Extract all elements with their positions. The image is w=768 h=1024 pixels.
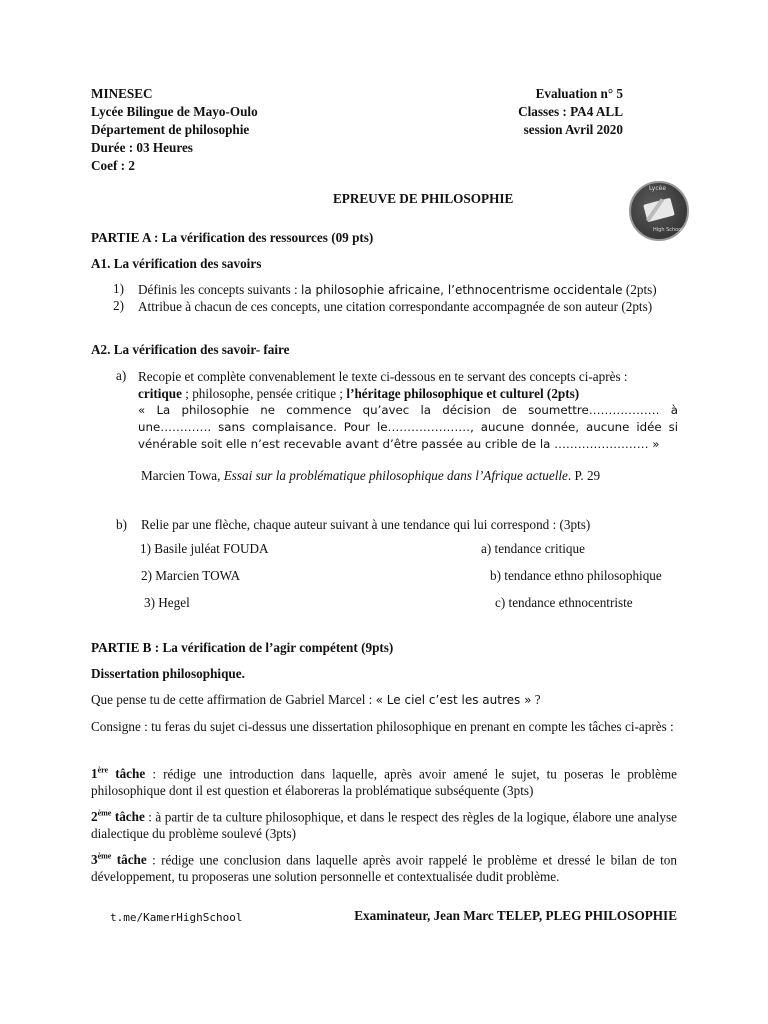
a1-item1-number: 1): [113, 281, 124, 296]
citation-author: Marcien Towa,: [141, 468, 224, 483]
header-left: [91, 85, 258, 175]
a1-item2: Attribue à chacun de ces concepts, une citation correspondante accompagnée de son auteur (2pts): [138, 299, 653, 314]
a1-item1: [138, 281, 678, 299]
classes: Classes : PA4 ALL: [518, 104, 623, 119]
task-3-label: 3ème tâche: [91, 852, 147, 868]
department: Département de philosophie: [91, 122, 250, 137]
task-1: [91, 762, 677, 799]
examiner: Examinateur, Jean Marc TELEP, PLEG PHILOSOPHIE: [354, 908, 677, 923]
task-3: [91, 848, 677, 885]
a2-b-number: b): [116, 517, 127, 532]
task-3-text: : rédige une conclusion dans laquelle après avoir rappelé le problème et dressé le bilan de ton développement, tu proposeras une solution personnelle et contextualisée dudit problème.: [91, 852, 677, 885]
task-2-text: : à partir de ta culture philosophique, et dans le respect des règles de la logique, élabore une analyse dialectique du problème soulevé (3pts): [91, 809, 677, 842]
concept-critique: critique: [138, 386, 182, 401]
partB-subheading: Dissertation philosophique.: [91, 666, 245, 681]
logo-top-text: Lycée: [649, 185, 667, 192]
a2-a-instruction: [138, 368, 678, 402]
evaluation-number: Evaluation n° 5: [535, 86, 623, 101]
a2-a-line1: Recopie et complète convenablement le texte ci-dessous en te servant des concepts ci-après :: [138, 369, 628, 384]
a1-item1-text: Définis les concepts suivants :: [138, 282, 301, 297]
citation: [141, 467, 641, 484]
a1-item2-number: 2): [113, 298, 124, 313]
school-name: Lycée Bilingue de Mayo-Oulo: [91, 104, 258, 119]
a1-item1-points: (2pts): [622, 282, 657, 297]
tendency-c: c) tendance ethnocentriste: [495, 595, 633, 610]
a2-a-concepts: ; philosophe, pensée critique ;: [181, 386, 347, 401]
page-title: EPREUVE DE PHILOSOPHIE: [333, 191, 514, 206]
question-mark: ?: [531, 692, 541, 707]
a2-heading: A2. La vérification des savoir- faire: [91, 342, 290, 357]
session: session Avril 2020: [523, 122, 623, 137]
task-1-text: : rédige une introduction dans laquelle, après avoir amené le sujet, tu poseras le problème philosophique dont il est question et élaboreras la problématique subséquente (3pts): [91, 766, 677, 799]
author-2: 2) Marcien TOWA: [141, 568, 241, 583]
a1-item1-concepts: la philosophie africaine, l’ethnocentrisme occidentale: [300, 283, 623, 297]
question-quote: « Le ciel c’est les autres »: [375, 693, 532, 707]
duration: Durée : 03 Heures: [91, 140, 193, 155]
task-1-label: 1ère tâche: [91, 766, 146, 782]
dissertation-question: [91, 692, 541, 708]
header-right: [498, 85, 623, 139]
author-1: 1) Basile juléat FOUDA: [140, 541, 269, 556]
school-logo-icon: [629, 181, 689, 241]
question-text: Que pense tu de cette affirmation de Gabriel Marcel :: [91, 692, 376, 707]
telegram-link[interactable]: t.me/KamerHighSchool: [110, 911, 243, 924]
tendency-a: a) tendance critique: [481, 541, 585, 556]
author-3: 3) Hegel: [144, 595, 190, 610]
concept-heritage: l’héritage philosophique et culturel: [346, 386, 544, 401]
ministry: MINESEC: [91, 86, 153, 101]
citation-title: Essai sur la problématique philosophique dans l’Afrique actuelle: [223, 468, 568, 483]
citation-page: . P. 29: [567, 468, 601, 483]
tendency-b: b) tendance ethno philosophique: [490, 568, 662, 583]
a2-b-instruction: Relie par une flèche, chaque auteur suivant à une tendance qui lui correspond : (3pts): [141, 517, 591, 532]
logo-bottom-text: High School: [653, 227, 683, 233]
consigne: Consigne : tu feras du sujet ci-dessus une dissertation philosophique en prenant en compte les tâches ci-après :: [91, 719, 674, 734]
task-2: [91, 805, 677, 842]
quote-text: « La philosophie ne commence qu’avec la décision de soumettre……………… à une…………. sans complaisance. Pour le…………………, aucune donnée, aucune idée si vénérable soit elle n’est recevable avant d’être passée au crible de la …………………… »: [138, 403, 678, 451]
task-2-label: 2ème tâche: [91, 809, 145, 825]
coefficient: Coef : 2: [91, 158, 135, 173]
partB-heading: PARTIE B : La vérification de l’agir compétent (9pts): [91, 640, 394, 655]
a1-heading: A1. La vérification des savoirs: [91, 256, 262, 271]
partA-heading: PARTIE A : La vérification des ressources (09 pts): [91, 230, 374, 245]
a2-a-number: a): [116, 368, 127, 383]
a2-a-points: (2pts): [543, 386, 580, 401]
